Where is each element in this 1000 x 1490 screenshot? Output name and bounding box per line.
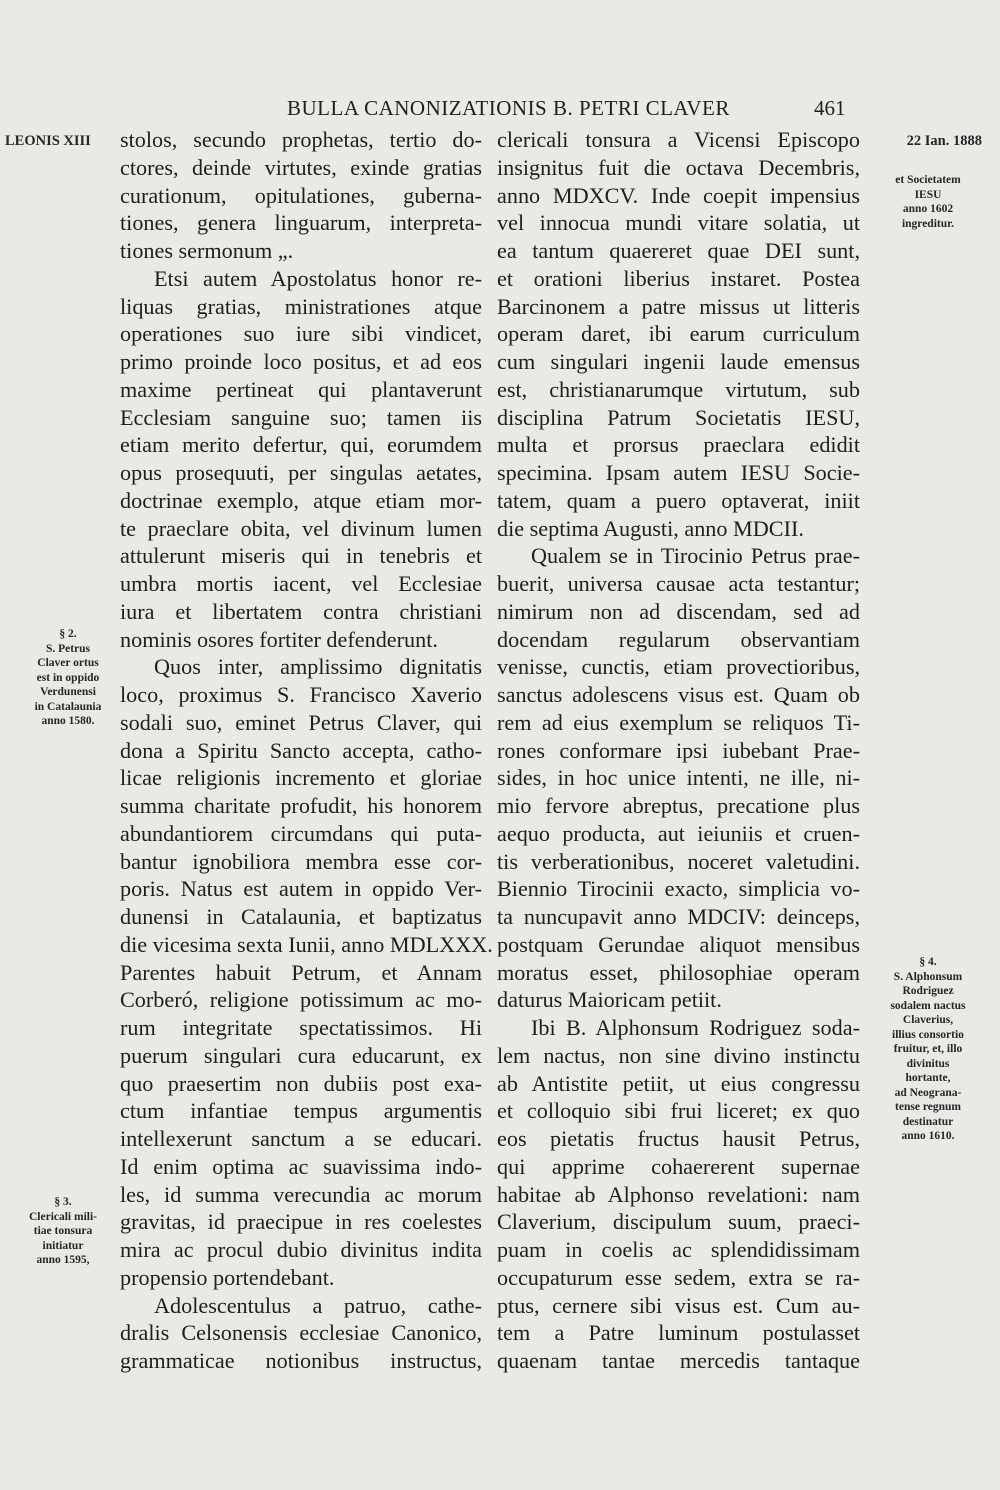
text-line: tiones, genera linguarum, interpreta- bbox=[120, 210, 482, 236]
text-line: nimirum non ad discendam, sed ad bbox=[497, 598, 860, 624]
margin-note-line: anno 1602 bbox=[902, 203, 954, 215]
text-line: tem a Patre luminum postulasset bbox=[497, 1320, 860, 1346]
text-line: Etsi autem Apostolatus honor re- bbox=[154, 265, 482, 291]
text-line: ctum infantiae tempus argumentis bbox=[120, 1098, 482, 1124]
text-line: aequo producta, aut ieiuniis et cruen- bbox=[497, 820, 860, 846]
text-line: puam in coelis ac splendidissimam bbox=[497, 1237, 860, 1262]
text-line: ptus, cernere sibi visus est. Cum au- bbox=[497, 1292, 860, 1318]
text-line: lem nactus, non sine divino instinctu bbox=[497, 1042, 860, 1068]
margin-note-line: tiae tonsura bbox=[33, 1225, 93, 1237]
text-line: quaenam tantae mercedis tantaque bbox=[497, 1348, 860, 1373]
margin-note-line: S. Petrus bbox=[45, 642, 91, 655]
text-line: Parentes habuit Petrum, et Annam bbox=[120, 959, 482, 985]
right-margin-date: 22 Ian. 1888 bbox=[906, 133, 982, 149]
text-line: die septima Augusti, anno MDCII. bbox=[497, 515, 804, 541]
margin-note-line: S. Alphonsum bbox=[893, 970, 963, 983]
text-line: les, id summa verecundia ac morum bbox=[120, 1181, 482, 1207]
text-line: clericali tonsura a Vicensi Episcopo bbox=[497, 127, 860, 152]
text-line: occupaturum esse sedem, extra se ra- bbox=[497, 1264, 860, 1290]
right-margin-note bbox=[866, 955, 990, 1144]
page-header bbox=[0, 96, 1000, 126]
text-line: Ecclesiam sanguine suo; tamen iis bbox=[120, 404, 482, 430]
text-line: habitae ab Alphonso revelationi: nam bbox=[497, 1181, 860, 1207]
text-line: Corberó, religione potissimum ac mo- bbox=[120, 987, 482, 1013]
text-line: liquas gratias, ministrationes atque bbox=[120, 293, 482, 319]
text-line: dunensi in Catalaunia, et baptizatus bbox=[120, 904, 482, 929]
text-line: Qualem se in Tirocinio Petrus prae- bbox=[531, 543, 860, 569]
text-line: iura et libertatem contra christiani bbox=[120, 598, 482, 624]
margin-note-line: anno 1610. bbox=[901, 1130, 955, 1142]
text-line: venisse, cunctis, etiam provectioribus, bbox=[497, 654, 860, 680]
text-line: die vicesima sexta Iunii, anno MDLXXX. bbox=[120, 931, 493, 957]
text-line: bantur ignobiliora membra esse cor- bbox=[120, 848, 482, 874]
text-line: rem ad eius exemplum se reliquos Ti- bbox=[497, 709, 860, 735]
text-line: intellexerunt sanctum a se educari. bbox=[120, 1126, 482, 1151]
text-line: ea tantum quaereret quae DEI sunt, bbox=[497, 238, 860, 263]
text-line: licae religionis incremento et gloriae bbox=[120, 765, 482, 791]
text-line: dona a Spiritu Sancto accepta, catho- bbox=[120, 737, 482, 763]
margin-note-line: ingreditur. bbox=[901, 217, 955, 230]
text-line: ta nuncupavit anno MDCIV: deinceps, bbox=[497, 904, 860, 929]
text-line: et orationi liberius instaret. Postea bbox=[497, 265, 860, 291]
margin-note-line: § 4. bbox=[919, 956, 937, 968]
text-line: specimina. Ipsam autem IESU Socie- bbox=[497, 460, 860, 485]
margin-note-line: § 3. bbox=[54, 1196, 72, 1208]
right-text-column bbox=[497, 126, 860, 1375]
page-number: 461 bbox=[814, 96, 846, 120]
text-line: docendam regularum observantiam bbox=[497, 626, 860, 652]
text-line: Quos inter, amplissimo dignitatis bbox=[154, 654, 482, 680]
text-line: rum integritate spectatissimos. Hi bbox=[120, 1015, 482, 1040]
text-line: dralis Celsonensis ecclesiae Canonico, bbox=[120, 1320, 482, 1346]
margin-note-line: initiatur bbox=[42, 1239, 84, 1252]
text-line: sanctus adolescens visus est. Quam ob bbox=[497, 682, 860, 707]
text-line: gravitas, id praecipue in res coelestes bbox=[120, 1209, 482, 1235]
margin-note-line: § 2. bbox=[59, 628, 77, 640]
text-line: curationum, opitulationes, guberna- bbox=[120, 182, 482, 208]
text-line: operam daret, ibi earum curriculum bbox=[497, 321, 860, 347]
margin-note-line: divinitus bbox=[906, 1057, 950, 1070]
right-margin-note bbox=[866, 173, 990, 231]
left-margin-note bbox=[20, 627, 116, 729]
text-line: postquam Gerundae aliquot mensibus bbox=[497, 931, 860, 957]
text-line: rones conformare ipsi iubebant Prae- bbox=[497, 737, 860, 763]
text-line: grammaticae notionibus instructus, bbox=[120, 1348, 482, 1373]
text-line: anno MDXCV. Inde coepit impensius bbox=[497, 182, 860, 208]
text-line: sides, in hoc unice intenti, ne ille, ni- bbox=[497, 765, 860, 791]
text-line: opus prosequuti, per singulas aetates, bbox=[120, 460, 482, 485]
text-line: te praeclare obita, vel divinum lumen bbox=[120, 515, 482, 541]
text-line: propensio portendebant. bbox=[120, 1264, 335, 1290]
margin-note-line: fruitur, et, illo bbox=[893, 1043, 963, 1055]
text-line: Claverium, discipulum suum, praeci- bbox=[497, 1209, 860, 1235]
text-line: puerum singulari cura educarunt, ex bbox=[120, 1042, 482, 1068]
margin-note-line: sodalem nactus bbox=[890, 999, 966, 1012]
margin-note-line: anno 1595, bbox=[36, 1254, 90, 1266]
text-line: Barcinonem a patre missus ut litteris bbox=[497, 293, 860, 319]
text-line: abundantiorem circumdans qui puta- bbox=[120, 820, 482, 846]
text-line: loco, proximus S. Francisco Xaverio bbox=[120, 682, 482, 707]
text-line: tatem, quam a puero optaverat, iniit bbox=[497, 487, 860, 513]
text-line: Adolescentulus a patruo, cathe- bbox=[154, 1292, 482, 1318]
text-line: daturus Maioricam petiit. bbox=[497, 987, 722, 1013]
margin-note-line: in Catalaunia bbox=[34, 700, 102, 713]
text-line: stolos, secundo prophetas, tertio do- bbox=[120, 127, 482, 152]
text-line: summa charitate profudit, his honorem bbox=[120, 793, 482, 818]
text-line: multa et prorsus praeclara edidit bbox=[497, 432, 860, 458]
text-line: qui apprime cohaererent supernae bbox=[497, 1153, 860, 1179]
text-line: attulerunt miseris qui in tenebris et bbox=[120, 543, 482, 569]
margin-note-line: hortante, bbox=[905, 1072, 951, 1084]
text-line: maxime pertineat qui plantaverunt bbox=[120, 376, 482, 402]
margin-note-line: illius consortio bbox=[892, 1028, 964, 1041]
text-line: doctrinae exemplo, atque etiam mor- bbox=[120, 487, 482, 513]
text-line: insignitus fuit die octava Decembris, bbox=[497, 154, 860, 180]
margin-note-line: Claver ortus bbox=[37, 657, 99, 669]
text-line: moratus esset, philosophiae operam bbox=[497, 959, 860, 985]
margin-note-line: anno 1580. bbox=[41, 715, 95, 727]
margin-note-line: et Societatem bbox=[895, 174, 961, 186]
margin-note-line: destinatur bbox=[902, 1115, 954, 1128]
text-line: sodali suo, eminet Petrus Claver, qui bbox=[120, 709, 482, 735]
margin-note-line: ad Neograna- bbox=[894, 1086, 962, 1099]
text-line: est, christianarumque virtutum, sub bbox=[497, 376, 860, 402]
margin-note-line: tense regnum bbox=[895, 1101, 961, 1113]
left-margin-heading: LEONIS XIII bbox=[5, 133, 91, 149]
text-line: mio fervore abreptus, precatione plus bbox=[497, 793, 860, 818]
margin-note-line: est in oppido bbox=[36, 671, 100, 684]
text-line: poris. Natus est autem in oppido Ver- bbox=[120, 876, 482, 902]
text-line: disciplina Patrum Societatis IESU, bbox=[497, 404, 860, 430]
text-line: mira ac procul dubio divinitus indita bbox=[120, 1237, 482, 1262]
text-line: et colloquio sibi frui liceret; ex quo bbox=[497, 1098, 860, 1124]
margin-note-line: Rodriguez bbox=[902, 985, 954, 997]
text-line: etiam merito defertur, qui, eorumdem bbox=[120, 432, 482, 458]
text-line: cum singulari ingenii laude emensus bbox=[497, 349, 860, 374]
text-line: ab Antistite petiit, ut eius congressu bbox=[497, 1070, 860, 1096]
text-line: quo praesertim non dubiis post exa- bbox=[120, 1070, 482, 1096]
margin-note-line: IESU bbox=[914, 188, 942, 201]
text-line: eos pietatis fructus hausit Petrus, bbox=[497, 1126, 860, 1151]
text-line: Id enim optima ac suavissima indo- bbox=[120, 1153, 482, 1179]
text-line: primo proinde loco positus, et ad eos bbox=[120, 349, 482, 374]
left-margin-note bbox=[10, 1195, 116, 1268]
running-title: BULLA CANONIZATIONIS B. PETRI CLAVER bbox=[287, 96, 730, 120]
margin-note-line: Verdunensi bbox=[40, 686, 96, 698]
text-line: ctores, deinde virtutes, exinde gratias bbox=[120, 154, 482, 180]
text-line: tis verberationibus, noceret valetudini. bbox=[497, 848, 860, 874]
text-line: Ibi B. Alphonsum Rodriguez soda- bbox=[531, 1015, 860, 1040]
text-line: Biennio Tirocinii exacto, simplicia vo- bbox=[497, 876, 860, 902]
text-line: umbra mortis iacent, vel Ecclesiae bbox=[120, 571, 482, 596]
text-line: vel innocua mundi vitare solatia, ut bbox=[497, 210, 860, 236]
margin-note-line: Clericali mili- bbox=[28, 1210, 98, 1223]
left-text-column bbox=[120, 126, 493, 1375]
margin-note-line: Claverius, bbox=[902, 1014, 954, 1026]
text-line: nominis osores fortiter defenderunt. bbox=[120, 626, 438, 652]
text-line: buerit, universa causae acta testantur; bbox=[497, 571, 860, 596]
text-line: tiones sermonum „. bbox=[120, 238, 294, 263]
text-line: operationes suo iure sibi vindicet, bbox=[120, 321, 482, 347]
